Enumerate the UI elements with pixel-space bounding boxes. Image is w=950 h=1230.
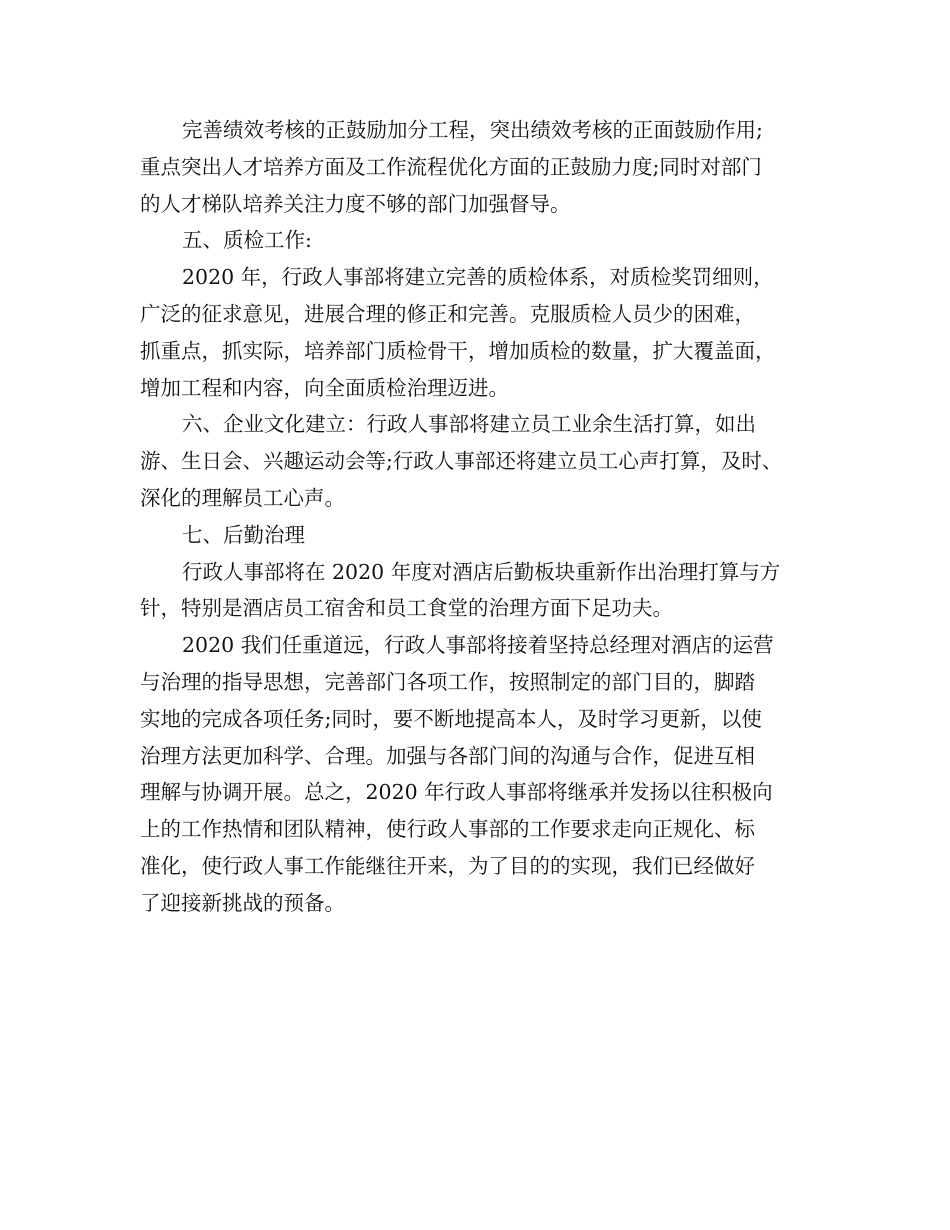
paragraph-line: 2020 我们任重道远，行政人事部将接着坚持总经理对酒店的运营 — [182, 633, 774, 658]
paragraph-line: 的人才梯队培养关注力度不够的部门加强督导。 — [140, 191, 571, 216]
paragraph-line: 游、生日会、兴趣运动会等;行政人事部还将建立员工心声打算，及时、 — [140, 449, 783, 474]
paragraph-line: 上的工作热情和团队精神，使行政人事部的工作要求走向正规化、标 — [140, 817, 755, 842]
paragraph-line: 行政人事部将在 2020 年度对酒店后勤板块重新作出治理打算与方 — [182, 559, 781, 584]
paragraph-line: 2020 年，行政人事部将建立完善的质检体系，对质检奖罚细则， — [182, 265, 774, 290]
section-heading-quality-inspection: 五、质检工作: — [182, 228, 312, 253]
paragraph-line: 与治理的指导思想，完善部门各项工作，按照制定的部门目的，脚踏 — [140, 669, 755, 694]
paragraph-line: 重点突出人才培养方面及工作流程优化方面的正鼓励力度;同时对部门 — [140, 154, 762, 179]
paragraph-line: 实地的完成各项任务;同时，要不断地提高本人，及时学习更新，以使 — [140, 706, 762, 731]
paragraph-line: 理解与协调开展。总之，2020 年行政人事部将继承并发扬以往积极向 — [140, 780, 773, 805]
paragraph-line: 了迎接新挑战的预备。 — [140, 890, 345, 915]
paragraph-line: 完善绩效考核的正鼓励加分工程，突出绩效考核的正面鼓励作用; — [182, 118, 763, 142]
paragraph-line: 准化，使行政人事工作能继往开来，为了目的的实现，我们已经做好 — [140, 853, 755, 878]
paragraph-line: 深化的理解员工心声。 — [140, 485, 345, 510]
section-heading-corporate-culture: 六、企业文化建立：行政人事部将建立员工业余生活打算，如出 — [182, 412, 756, 437]
paragraph-line: 广泛的征求意见，进展合理的修正和完善。克服质检人员少的困难， — [140, 301, 755, 326]
document-body — [140, 112, 810, 922]
paragraph-line: 针，特别是酒店员工宿舍和员工食堂的治理方面下足功夫。 — [140, 596, 673, 621]
paragraph-line: 抓重点，抓实际，培养部门质检骨干，增加质检的数量，扩大覆盖面， — [140, 338, 776, 363]
paragraph-line: 增加工程和内容，向全面质检治理迈进。 — [140, 375, 509, 400]
section-heading-logistics: 七、后勤治理 — [182, 522, 305, 547]
paragraph-line: 治理方法更加科学、合理。加强与各部门间的沟通与合作，促进互相 — [140, 743, 755, 768]
